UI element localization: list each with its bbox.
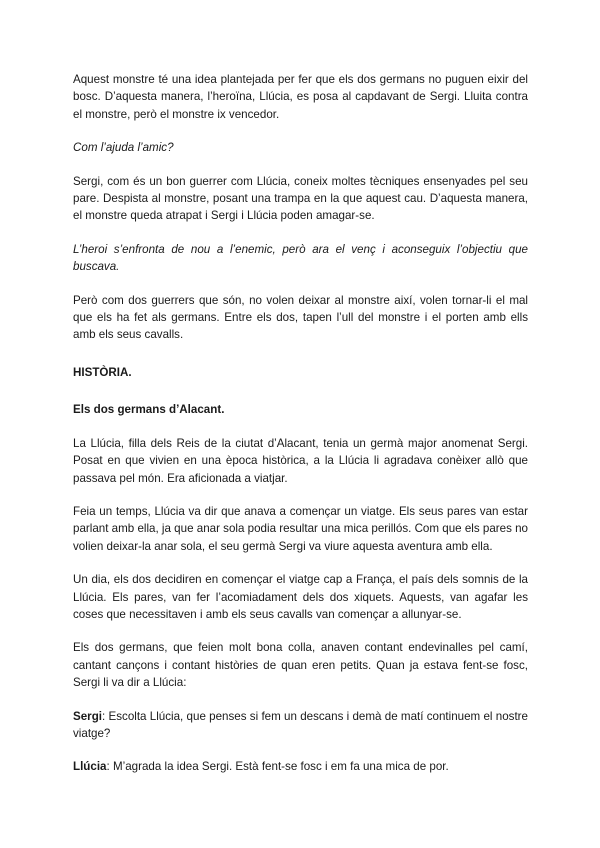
paragraph-hero-confronts: L’heroi s’enfronta de nou a l’enemic, però ara el venç i aconseguix l’objectiu que buscava. <box>73 242 528 274</box>
story-subheading: Els dos germans d’Alacant. <box>73 403 225 417</box>
story-paragraph-2: Feia un temps, Llúcia va dir que anava a començar un viatge. Els seus pares van estar parlant amb ella, ja que anar sola podia resultar una mica perillós. Com que els pares no volien deixar-la anar sola, el seu germà Sergi va viure aquesta aventura amb ella. <box>73 504 528 553</box>
paragraph-monster-idea: Aquest monstre té una idea plantejada per fer que els dos germans no puguen eixir del bosc. D’aquesta manera, l’heroïna, Llúcia, es posa al capdavant de Sergi. Lluita contra el monstre, però el monstre ix vencedor. <box>73 73 528 121</box>
dialogue-text: : Escolta Llúcia, que penses si fem un descans i demà de matí continuem el nostre viatge? <box>73 709 528 740</box>
story-paragraph-3: Un dia, els dos decidiren en començar el viatge cap a França, el país dels somnis de la Llúcia. Els pares, van fer l’acomiadament dels dos xiquets. Aquests, van agafar les coses que necessitaven i amb els seus cavalls van començar a allunyar-se. <box>73 573 528 621</box>
speaker-name: Llúcia <box>73 760 107 774</box>
paragraph-warriors: Però com dos guerrers que són, no volen deixar al monstre així, volen tornar-li el mal que els ha fet als germans. Entre els dos, tapen l’ull del monstre i el porten amb ells amb els seus cavalls. <box>73 293 528 342</box>
section-heading: HISTÒRIA. <box>73 365 132 379</box>
question-friend-help: Com l’ajuda l’amic? <box>73 141 174 155</box>
dialogue-text: : M’agrada la idea Sergi. Està fent-se fosc i em fa una mica de por. <box>106 760 449 774</box>
speaker-name: Sergi <box>73 709 102 723</box>
story-paragraph-4: Els dos germans, que feien molt bona colla, anaven contant endevinalles pel camí, cantant cançons i contant històries de quan eren petits. Quan ja estava fent-se fosc, Sergi li va dir a Llúcia: <box>73 641 528 690</box>
dialogue-line-llucia <box>73 758 528 775</box>
story-paragraph-1: La Llúcia, filla dels Reis de la ciutat d’Alacant, tenia un germà major anomenat Sergi. Posat en que vivien en una època històrica, a la Llúcia li agradava conèixer allò que passava pel món. Era aficionada a viatjar. <box>73 436 528 485</box>
dialogue-line-sergi <box>73 708 528 743</box>
document-page <box>73 71 528 776</box>
paragraph-sergi-trap: Sergi, com és un bon guerrer com Llúcia, coneix moltes tècniques ensenyades pel seu pare. Despista al monstre, posant una trampa en la que aquest cau. D’aquesta manera, el monstre queda atrapat i Sergi i Llúcia poden amagar-se. <box>73 174 528 223</box>
